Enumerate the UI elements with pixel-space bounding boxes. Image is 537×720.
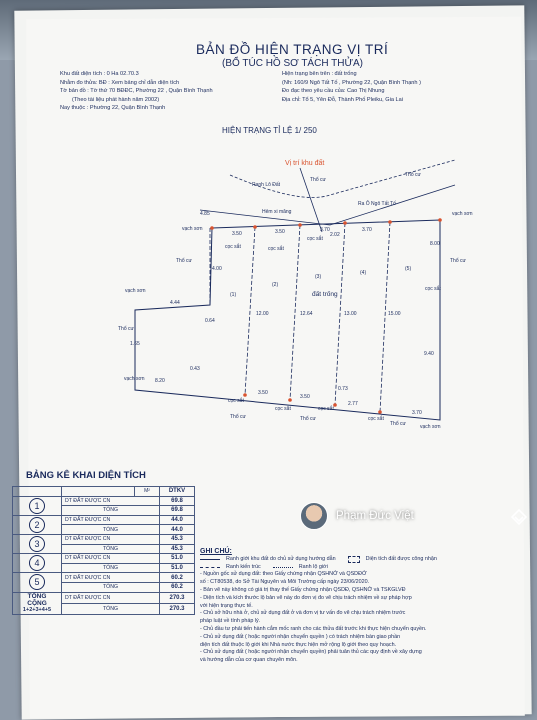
note-line: - Chủ sử dụng đất ( hoặc người nhận chuyển quyền ) có trách nhiệm bàn giao phần bbox=[200, 633, 401, 640]
note-line: và hướng dẫn của cơ quan chuyên môn. bbox=[200, 657, 298, 664]
dim-label: 8.20 bbox=[155, 378, 165, 384]
poster-name[interactable]: Phạm Đức Việt bbox=[336, 510, 414, 522]
user-avatar-icon[interactable] bbox=[300, 502, 328, 530]
info-line: (Nh: 160/9 Ngô Tất Tố , Phường 22, Quận Bình Thạnh ) bbox=[282, 79, 421, 86]
dim-label: 13.00 bbox=[344, 311, 357, 317]
coc-sat-marker bbox=[288, 398, 292, 402]
coc-sat-label: cọc sắt bbox=[275, 406, 291, 412]
lot-label: (5) bbox=[405, 266, 412, 272]
note-line: - Bản vẽ này không có giá trị thay thế Giấy chứng nhận QSDĐ, QSHNỞ và TSKGLVĐ bbox=[200, 586, 406, 593]
tho-cu-label: Thổ cư bbox=[176, 258, 192, 264]
tho-cu-label: Thổ cư bbox=[300, 416, 316, 422]
coc-sat-label: cọc sắt bbox=[307, 236, 323, 242]
table-row: TỔNG 69.8 bbox=[13, 506, 195, 516]
map-title: HIỆN TRẠNG TỈ LỆ 1/ 250 bbox=[222, 126, 317, 135]
note-line: - Chủ đầu tư phải tiến hành cắm mốc ranh cho các thửa đất trước khi thực hiện chuyển quyền. bbox=[200, 625, 427, 632]
legend-row: Ranh giới khu đất do chủ sử dụng hướng dẫn Diện tích đất được công nhận bbox=[200, 556, 500, 564]
table-row: 3 DT ĐẤT ĐƯỢC CN 45.3 bbox=[13, 534, 195, 544]
tho-cu-label: Thổ cư bbox=[450, 258, 466, 264]
dim-label: 4.44 bbox=[170, 300, 180, 306]
table-row: TỔNG 45.3 bbox=[13, 544, 195, 554]
lot-label: (4) bbox=[360, 270, 367, 276]
alley-label: Hẻm xi măng bbox=[262, 209, 292, 215]
document-title: BẢN ĐỒ HIỆN TRẠNG VỊ TRÍ bbox=[196, 42, 389, 57]
coc-sat-marker bbox=[243, 393, 247, 397]
notes-block bbox=[200, 548, 500, 665]
coc-sat-label: cọc sắt bbox=[228, 398, 244, 404]
dim-label: 0.73 bbox=[338, 386, 348, 392]
dim-label: 3.50 bbox=[300, 394, 310, 400]
dim-label: 4.85 bbox=[200, 211, 210, 217]
vach-son-label: vạch sơn bbox=[182, 226, 203, 232]
dim-label: 3.70 bbox=[362, 227, 372, 233]
note-line: số : CT80538, do Sở Tài Nguyên và Môi Trường cấp ngày 23/06/2020. bbox=[200, 579, 370, 586]
road-label: Ra Ô Ngô Tất Tố bbox=[358, 201, 396, 207]
dim-label: 12.64 bbox=[300, 311, 313, 317]
tho-cu-label: Thổ cư bbox=[310, 177, 326, 183]
table-row: 5 DT ĐẤT ĐƯỢC CN 60.2 bbox=[13, 573, 195, 583]
info-line: Nhằm đo thửa: BĐ : Xem bảng chỉ dẫn diện tích bbox=[60, 79, 180, 86]
coc-sat-marker bbox=[378, 410, 382, 414]
info-line: Tờ bản đồ : Tờ thứ 70 BĐĐC, Phường 22 , Quận Bình Thạnh bbox=[60, 88, 213, 95]
poster-badge[interactable] bbox=[300, 502, 414, 530]
table-row: TỔNG 60.2 bbox=[13, 582, 195, 592]
tho-cu-label: Thổ cư bbox=[405, 172, 421, 178]
coc-sat-marker bbox=[343, 221, 347, 225]
lot-number: 2 bbox=[29, 517, 45, 533]
lot-number: 4 bbox=[29, 555, 45, 571]
dim-label: 4.00 bbox=[212, 266, 222, 272]
col-unit: M² bbox=[135, 487, 160, 497]
lot-label: (2) bbox=[272, 282, 279, 288]
dim-label: 8.00 bbox=[430, 241, 440, 247]
tho-cu-label: Thổ cư bbox=[390, 421, 406, 427]
lot-label: (1) bbox=[230, 292, 237, 298]
table-total-row: TỔNG CỘNG 1+2+3+4+5 DT ĐẤT ĐƯỢC CN 270.3 bbox=[13, 592, 195, 603]
table-row: 2 DT ĐẤT ĐƯỢC CN 44.0 bbox=[13, 515, 195, 525]
dim-label: 3.70 bbox=[412, 410, 422, 416]
coc-sat-marker bbox=[210, 226, 214, 230]
tho-cu-label: Thổ cư bbox=[230, 414, 246, 420]
dim-label: 0.64 bbox=[205, 318, 215, 324]
vach-son-label: vạch sơn bbox=[452, 211, 473, 217]
table-header-row bbox=[13, 487, 195, 497]
coc-sat-label: cọc sắt bbox=[425, 286, 441, 292]
table-row: 1 DT ĐẤT ĐƯỢC CN 69.8 bbox=[13, 496, 195, 506]
dim-label: 9.40 bbox=[424, 351, 434, 357]
boundary-label: Ranh Lô Đất bbox=[252, 182, 281, 188]
area-table-title: BẢNG KÊ KHAI DIỆN TÍCH bbox=[26, 470, 146, 481]
lot-number: 3 bbox=[29, 536, 45, 552]
share-icon[interactable] bbox=[510, 508, 528, 526]
dim-label: 3.50 bbox=[275, 229, 285, 235]
note-line: - Diện tích và kích thước lộ bản vẽ này do đơn vị đo vẽ chịu trách nhiệm về sự pháp hợp bbox=[200, 594, 412, 601]
dim-label: 12.00 bbox=[256, 311, 269, 317]
coc-sat-label: cọc sắt bbox=[225, 244, 241, 250]
info-line: Đo đạc theo yêu cầu của: Cao Thị Nhung bbox=[282, 88, 385, 95]
dim-label: 2.77 bbox=[348, 401, 358, 407]
vach-son-label: vạch sơn bbox=[124, 376, 145, 382]
tho-cu-label: Thổ cư bbox=[118, 326, 134, 332]
lot-number: 1 bbox=[29, 498, 45, 514]
vach-son-label: vạch sơn bbox=[125, 288, 146, 294]
vach-son-label: vạch sơn bbox=[420, 424, 441, 430]
note-line: với hiện trạng thực tế. bbox=[200, 602, 253, 609]
road-edge bbox=[230, 160, 455, 198]
info-line: (Theo tài liệu phát hành năm 2002) bbox=[72, 96, 160, 103]
info-line: Hiện trạng bên trên : đất trống bbox=[282, 71, 357, 77]
lot-divider bbox=[380, 222, 390, 412]
area-table bbox=[12, 486, 195, 615]
notes-heading: GHI CHÚ: bbox=[200, 548, 232, 555]
info-line: Nay thuộc : Phường 22, Quận Bình Thạnh bbox=[60, 105, 166, 112]
dim-label: 15.00 bbox=[388, 311, 401, 317]
coc-sat-marker bbox=[388, 220, 392, 224]
note-line: pháp luật về tính pháp lý. bbox=[200, 618, 261, 625]
coc-sat-label: cọc sắt bbox=[268, 246, 284, 252]
table-row: 4 DT ĐẤT ĐƯỢC CN 51.0 bbox=[13, 554, 195, 564]
empty-land-label: đất trống bbox=[312, 291, 338, 298]
info-line: Khu đất diện tích : 0 Ha 02.70.3 bbox=[60, 71, 139, 77]
dim-label: 2.02 bbox=[330, 232, 340, 238]
dim-label: 1.65 bbox=[130, 341, 140, 347]
note-line: diện tích đất thuộc lộ giới khi Nhà nước thực hiện mở rộng lộ giới theo quy hoạch. bbox=[200, 641, 397, 648]
coc-sat-label: cọc sắt bbox=[368, 416, 384, 422]
legend-row: Ranh kiến trúc Ranh lộ giới bbox=[200, 564, 500, 572]
dim-label: 3.50 bbox=[258, 390, 268, 396]
note-line: - Chủ sở hữu nhà ở, chủ sử dụng đất ở và đơn vị tư vấn đo vẽ chịu trách nhiệm trước bbox=[200, 610, 406, 617]
dim-label: 3.50 bbox=[232, 231, 242, 237]
parcel-outline bbox=[135, 220, 440, 420]
lot-divider bbox=[290, 225, 300, 400]
note-line: - Chủ sử dụng đất ( hoặc người nhận chuyển quyền) phải tuân thủ các quy định về xây dựng bbox=[200, 649, 422, 656]
road-edge bbox=[200, 185, 455, 225]
table-total-row: TỔNG 270.3 bbox=[13, 603, 195, 614]
dim-label: 3.70 bbox=[320, 227, 330, 233]
lot-divider bbox=[245, 227, 255, 395]
note-line: - Nguồn gốc sử dụng đất: theo Giấy chứng nhận QSHNỞ và QSDĐỞ bbox=[200, 571, 367, 578]
col-val: DTKV bbox=[160, 487, 195, 497]
info-line: Địa chỉ: Tổ 5, Yên Đỗ, Thành Phố Pleiku, Gia Lai bbox=[282, 96, 403, 103]
dim-label: 0.43 bbox=[190, 366, 200, 372]
lot-number: 5 bbox=[29, 574, 45, 590]
location-label: Vị trí khu đất bbox=[285, 160, 325, 167]
document-subtitle: (BỔ TÚC HỒ SƠ TÁCH THỬA) bbox=[222, 58, 364, 69]
coc-sat-marker bbox=[438, 218, 442, 222]
coc-sat-label: cọc sắt bbox=[318, 406, 334, 412]
table-row: TỔNG 51.0 bbox=[13, 563, 195, 573]
table-row: TỔNG 44.0 bbox=[13, 525, 195, 535]
coc-sat-marker bbox=[298, 223, 302, 227]
lot-label: (3) bbox=[315, 274, 322, 280]
coc-sat-marker bbox=[253, 225, 257, 229]
